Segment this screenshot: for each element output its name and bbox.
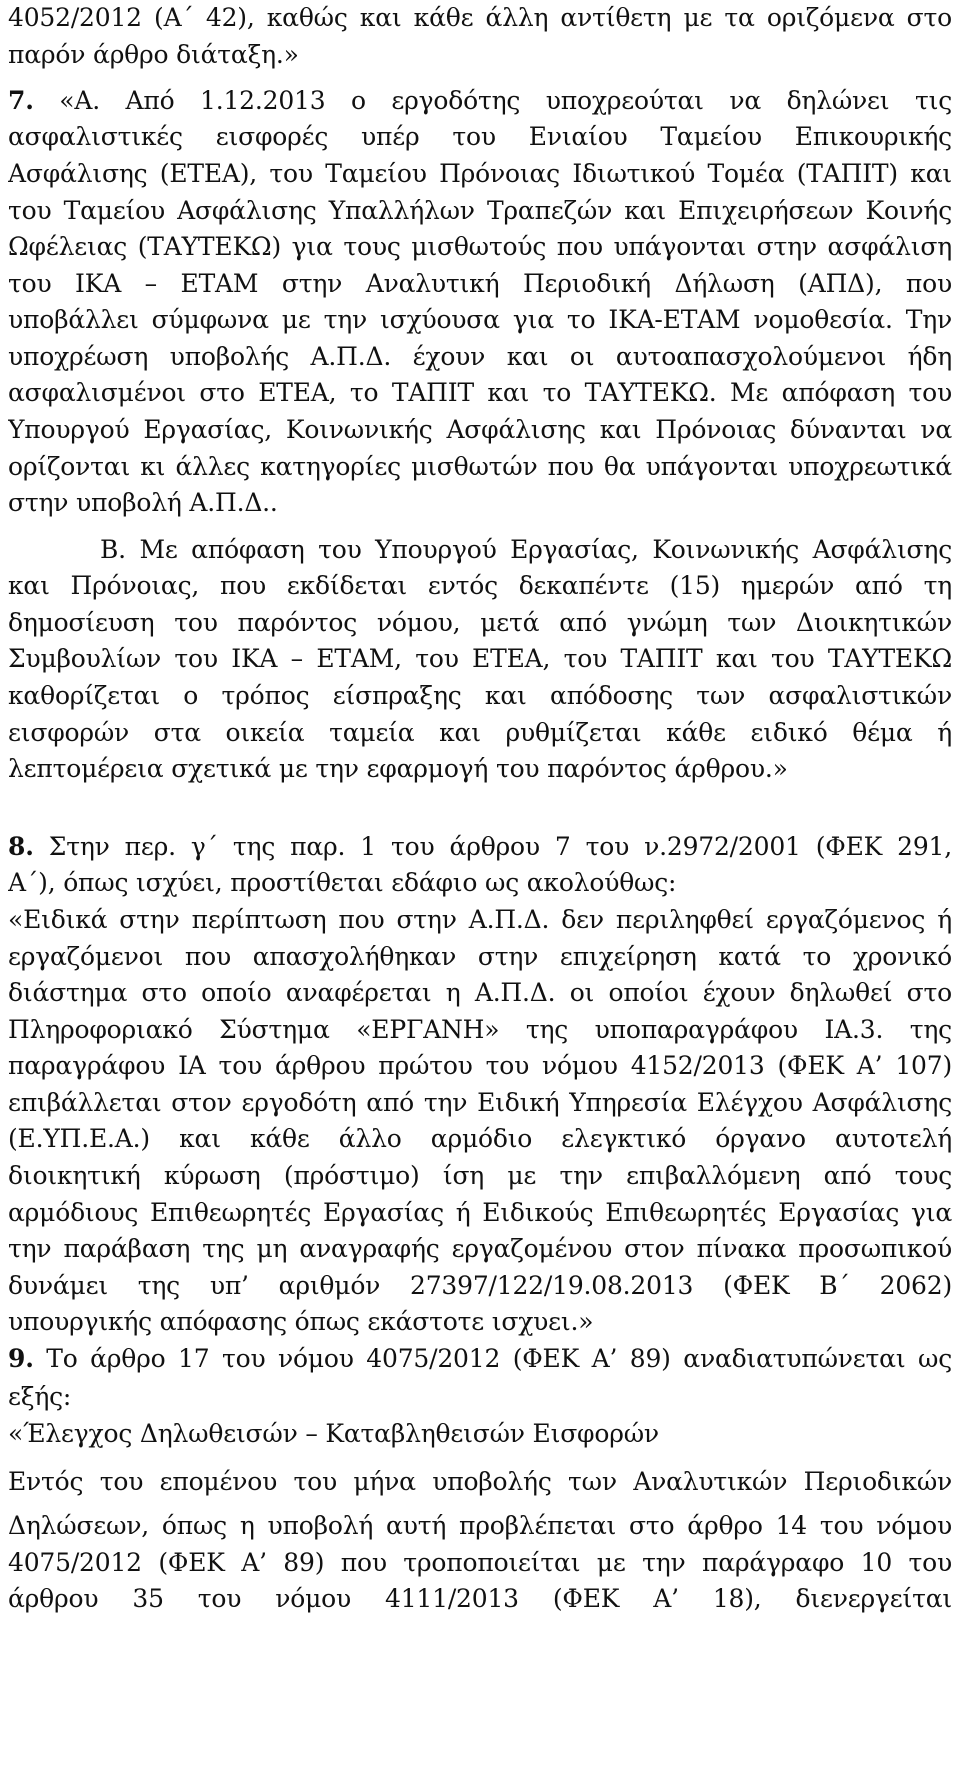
text-line: 4052/2012 (Α΄ 42), καθώς και κάθε άλλη αντίθετη με τα οριζόμενα στο bbox=[8, 3, 952, 32]
text-line: άρθρου 35 του νόμου 4111/2013 (ΦΕΚ Α’ 18), διενεργείται bbox=[8, 1584, 952, 1613]
text-line: Β. Με απόφαση του Υπουργού Εργασίας, Κοινωνικής Ασφάλισης bbox=[100, 535, 952, 564]
text-line: επιβάλλεται στον εργοδότη από την Ειδική Υπηρεσία Ελέγχου Ασφάλισης bbox=[8, 1088, 952, 1117]
line-text: Στην περ. γ΄ της παρ. 1 του άρθρου 7 του ν.2972/2001 (ΦΕΚ 291, bbox=[33, 832, 952, 861]
text-line: εργαζόμενοι που απασχολήθηκαν στην επιχείρηση κατά το χρονικό bbox=[8, 942, 952, 971]
text-line: του Ταμείου Ασφάλισης Υπαλλήλων Τραπεζών και Επιχειρήσεων Κοινής bbox=[8, 196, 952, 225]
text-line: ασφαλιστικές εισφορές υπέρ του Ενιαίου Ταμείου Επικουρικής bbox=[8, 122, 952, 151]
text-line: υπουργικής απόφασης όπως εκάστοτε ισχυει.» bbox=[8, 1307, 594, 1336]
text-line: ασφαλισμένοι στο ΕΤΕΑ, το ΤΑΠΙΤ και το ΤΑΥΤΕΚΩ. Με απόφαση του bbox=[8, 378, 952, 407]
text-line: Εντός του επομένου του μήνα υποβολής των Αναλυτικών Περιοδικών bbox=[8, 1467, 952, 1496]
text-line: «Ειδικά στην περίπτωση που στην Α.Π.Δ. δεν περιληφθεί εργαζόμενος ή bbox=[8, 905, 952, 934]
text-line: εξής: bbox=[8, 1382, 72, 1411]
text-line: υποχρέωση υποβολής Α.Π.Δ. έχουν και οι αυτοαπασχολούμενοι ήδη bbox=[8, 342, 952, 371]
text-line: Ασφάλισης (ΕΤΕΑ), του Ταμείου Πρόνοιας Ιδιωτικού Τομέα (ΤΑΠΙΤ) και bbox=[8, 159, 952, 188]
text-line: στην υποβολή Α.Π.Δ.. bbox=[8, 488, 278, 517]
text-line: Δηλώσεων, όπως η υποβολή αυτή προβλέπεται στο άρθρο 14 του νόμου bbox=[8, 1511, 952, 1540]
text-line: διάστημα στο οποίο αναφέρεται η Α.Π.Δ. οι οποίοι έχουν δηλωθεί στο bbox=[8, 978, 952, 1007]
text-line: αρμόδιους Επιθεωρητές Εργασίας ή Ειδικούς Επιθεωρητές Εργασίας για bbox=[8, 1198, 952, 1227]
text-line: διοικητική κύρωση (πρόστιμο) ίση με την επιβαλλόμενη από τους bbox=[8, 1161, 952, 1190]
text-line: 4075/2012 (ΦΕΚ Α’ 89) που τροποποιείται με την παράγραφο 10 του bbox=[8, 1548, 952, 1577]
text-line: ορίζονται κι άλλες κατηγορίες μισθωτών που θα υπάγονται υποχρεωτικά bbox=[8, 452, 952, 481]
text-line: Ωφέλειας (ΤΑΥΤΕΚΩ) για τους μισθωτούς που υπάγονται στην ασφάλιση bbox=[8, 232, 952, 261]
text-line: Υπουργού Εργασίας, Κοινωνικής Ασφάλισης και Πρόνοιας δύνανται να bbox=[8, 415, 952, 444]
text-line: του ΙΚΑ – ΕΤΑΜ στην Αναλυτική Περιοδική Δήλωση (ΑΠΔ), που bbox=[8, 269, 952, 298]
text-line: Πληροφοριακό Σύστημα «ΕΡΓΑΝΗ» της υποπαραγράφου ΙΑ.3. της bbox=[8, 1015, 952, 1044]
text-line bbox=[8, 1341, 952, 1377]
text-line: παρόν άρθρο διάταξη.» bbox=[8, 40, 299, 69]
text-line: υποβάλλει σύμφωνα με την ισχύουσα για το ΙΚΑ-ΕΤΑΜ νομοθεσία. Την bbox=[8, 305, 952, 334]
text-line: «Έλεγχος Δηλωθεισών – Καταβληθεισών Εισφορών bbox=[8, 1419, 659, 1448]
text-line: εισφορών στα οικεία ταμεία και ρυθμίζεται κάθε ειδικό θέμα ή bbox=[8, 718, 952, 747]
text-line bbox=[8, 829, 952, 865]
text-line: δημοσίευση του παρόντος νόμου, μετά από γνώμη των Διοικητικών bbox=[8, 608, 952, 637]
line-text: Το άρθρο 17 του νόμου 4075/2012 (ΦΕΚ Α’ 89) αναδιατυπώνεται ως bbox=[33, 1344, 952, 1373]
item-number: 9. bbox=[8, 1344, 34, 1373]
text-line: και Πρόνοιας, που εκδίδεται εντός δεκαπέντε (15) ημερών από τη bbox=[8, 571, 952, 600]
text-line: την παράβαση της μη αναγραφής εργαζομένου στον πίνακα προσωπικού bbox=[8, 1234, 952, 1263]
text-line: (Ε.ΥΠ.Ε.Α.) και κάθε άλλο αρμόδιο ελεγκτικό όργανο αυτοτελή bbox=[8, 1124, 952, 1153]
text-line: Α΄), όπως ισχύει, προστίθεται εδάφιο ως ακολούθως: bbox=[8, 868, 677, 897]
text-line: λεπτομέρεια σχετικά με την εφαρμογή του παρόντος άρθρου.» bbox=[8, 754, 788, 783]
item-number: 8. bbox=[8, 832, 34, 861]
text-line: παραγράφου ΙΑ του άρθρου πρώτου του νόμου 4152/2013 (ΦΕΚ Α’ 107) bbox=[8, 1051, 952, 1080]
text-line: καθορίζεται ο τρόπος είσπραξης και απόδοσης των ασφαλιστικών bbox=[8, 681, 952, 710]
line-text: «Α. Από 1.12.2013 ο εργοδότης υποχρεούται να δηλώνει τις bbox=[33, 86, 952, 115]
text-line bbox=[8, 83, 952, 119]
text-line: δυνάμει της υπ’ αριθμόν 27397/122/19.08.2013 (ΦΕΚ Β΄ 2062) bbox=[8, 1271, 952, 1300]
text-line: Συμβουλίων του ΙΚΑ – ΕΤΑΜ, του ΕΤΕΑ, του ΤΑΠΙΤ και του ΤΑΥΤΕΚΩ bbox=[8, 644, 952, 673]
item-number: 7. bbox=[8, 86, 34, 115]
